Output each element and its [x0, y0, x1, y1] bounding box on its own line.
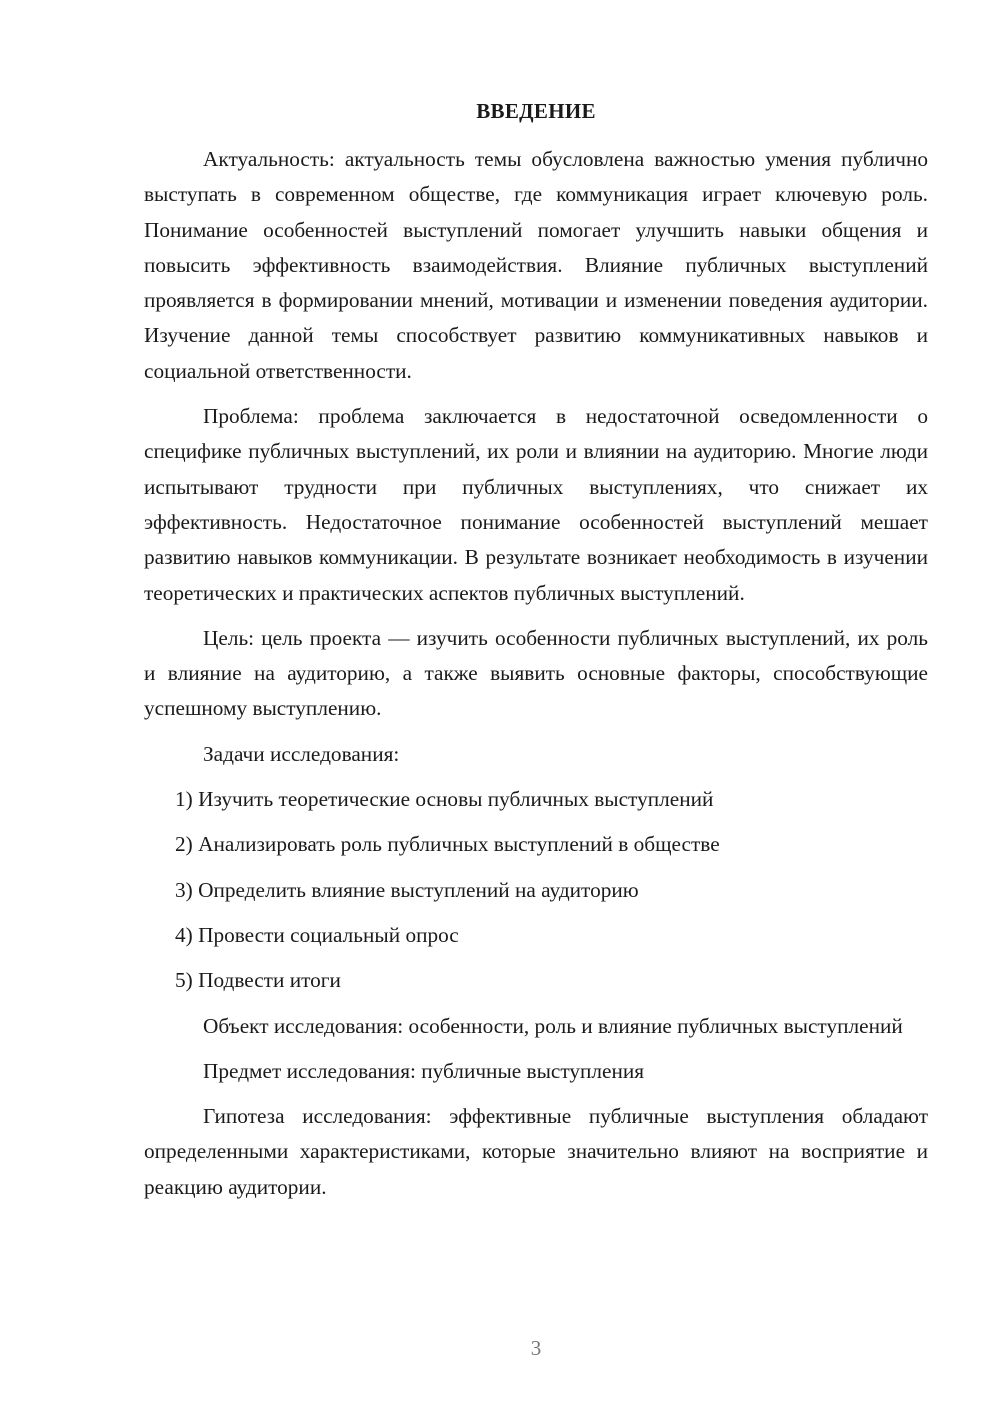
page-title: ВВЕДЕНИЕ	[476, 99, 596, 123]
page-number: 3	[530, 1336, 542, 1360]
list-item: 2) Анализировать роль публичных выступлений в обществе	[175, 832, 720, 857]
page-body	[144, 142, 928, 1215]
list-item: 3) Определить влияние выступлений на аудиторию	[175, 877, 639, 902]
list-item: 4) Провести социальный опрос	[175, 922, 459, 947]
paragraph-goal: Цель: цель проекта — изучить особенности публичных выступлений, их роль и влияние на аудиторию, а также выявить основные факторы, способствующие успешному выступлению.	[144, 625, 928, 721]
tasks-list	[144, 782, 928, 998]
tasks-heading: Задачи исследования:	[203, 741, 400, 766]
paragraph-actuality: Актуальность: актуальность темы обусловлена важностью умения публично выступать в современном обществе, где коммуникация играет ключевую роль. Понимание особенностей выступлений помогает улучшить навыки общения и повысить эффективность взаимодействия. Влияние публичных выступлений проявляется в формировании мнений, мотивации и изменении поведения аудитории. Изучение данной темы способствует развитию коммуникативных навыков и социальной ответственности.	[144, 147, 928, 383]
paragraph-subject: Предмет исследования: публичные выступления	[203, 1058, 645, 1083]
list-item: 1) Изучить теоретические основы публичных выступлений	[175, 787, 714, 812]
paragraph-hypothesis: Гипотеза исследования: эффективные публичные выступления обладают определенными характеристиками, которые значительно влияют на восприятие и реакцию аудитории.	[144, 1104, 928, 1199]
list-item: 5) Подвести итоги	[175, 968, 341, 993]
paragraph-object: Объект исследования: особенности, роль и влияние публичных выступлений	[203, 1013, 903, 1038]
paragraph-problem: Проблема: проблема заключается в недостаточной осведомленности о специфике публичных выступлений, их роли и влиянии на аудиторию. Многие люди испытывают трудности при публичных выступлениях, что снижает их эффективность. Недостаточное понимание особенностей выступлений мешает развитию навыков коммуникации. В результате возникает необходимость в изучении теоретических и практических аспектов публичных выступлений.	[144, 404, 928, 605]
